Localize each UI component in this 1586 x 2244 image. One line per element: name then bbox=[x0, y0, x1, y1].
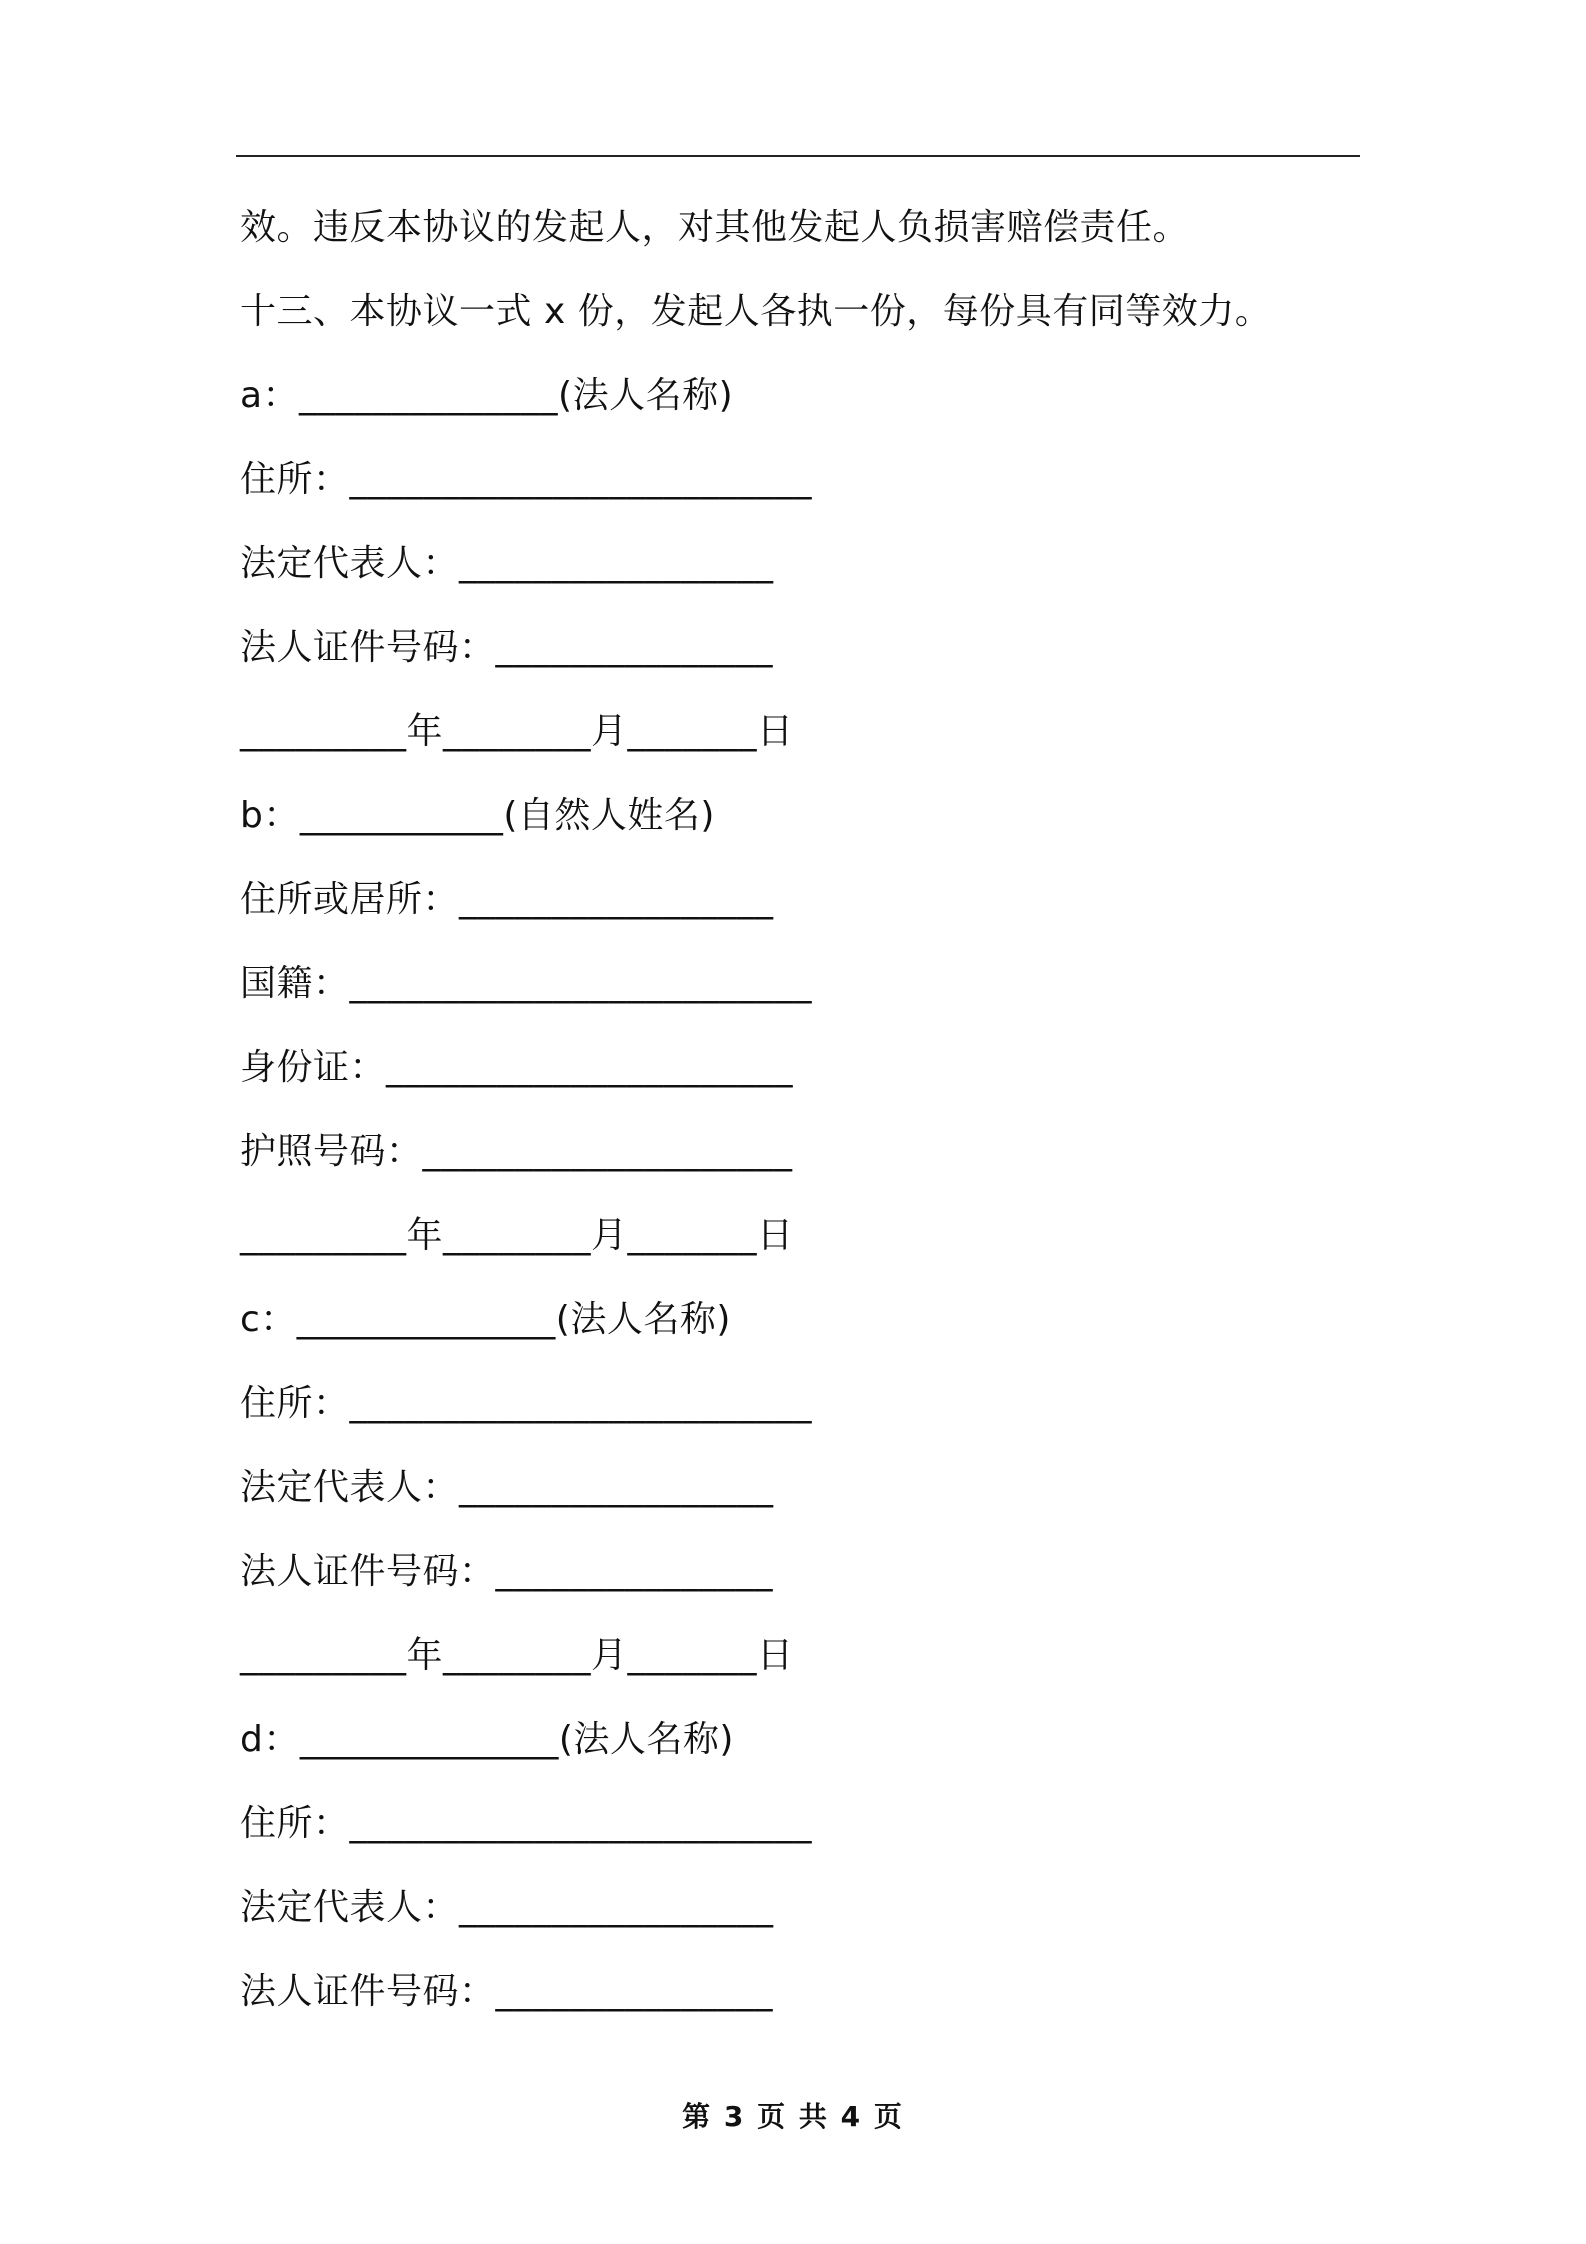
party-c-name-field: c：______________(法人名称) bbox=[240, 1299, 731, 1340]
party-a-date-field: _________年________月_______日 bbox=[240, 711, 794, 752]
party-c-legal-rep-field: 法定代表人：_________________ bbox=[240, 1467, 774, 1508]
party-c-date-field: _________年________月_______日 bbox=[240, 1635, 794, 1676]
party-b-date-field: _________年________月_______日 bbox=[240, 1215, 794, 1256]
party-b-passport-field: 护照号码：____________________ bbox=[240, 1131, 793, 1172]
clause-13: 十三、本协议一式 x 份，发起人各执一份，每份具有同等效力。 bbox=[240, 291, 1272, 332]
page-footer: 第 3 页 共 4 页 bbox=[682, 2100, 904, 2133]
party-d-name-field: d：______________(法人名称) bbox=[240, 1719, 734, 1760]
party-b-name-field: b：___________(自然人姓名) bbox=[240, 795, 715, 836]
party-a-name-field: a：______________(法人名称) bbox=[240, 375, 734, 416]
party-b-id-card-field: 身份证：______________________ bbox=[240, 1047, 794, 1088]
party-a-legal-rep-field: 法定代表人：_________________ bbox=[240, 543, 774, 584]
party-b-nationality-field: 国籍：_________________________ bbox=[240, 963, 813, 1004]
party-d-legal-rep-field: 法定代表人：_________________ bbox=[240, 1887, 774, 1928]
document-body bbox=[240, 196, 1360, 2044]
party-c-address-field: 住所：_________________________ bbox=[240, 1383, 813, 1424]
party-c-id-number-field: 法人证件号码：_______________ bbox=[240, 1551, 774, 1592]
party-b-residence-field: 住所或居所：_________________ bbox=[240, 879, 774, 920]
header-rule bbox=[236, 155, 1360, 157]
party-a-address-field: 住所：_________________________ bbox=[240, 459, 813, 500]
clause-text: 效。违反本协议的发起人，对其他发起人负损害赔偿责任。 bbox=[240, 207, 1190, 248]
party-d-address-field: 住所：_________________________ bbox=[240, 1803, 813, 1844]
party-d-id-number-field: 法人证件号码：_______________ bbox=[240, 1971, 774, 2012]
party-a-id-number-field: 法人证件号码：_______________ bbox=[240, 627, 774, 668]
